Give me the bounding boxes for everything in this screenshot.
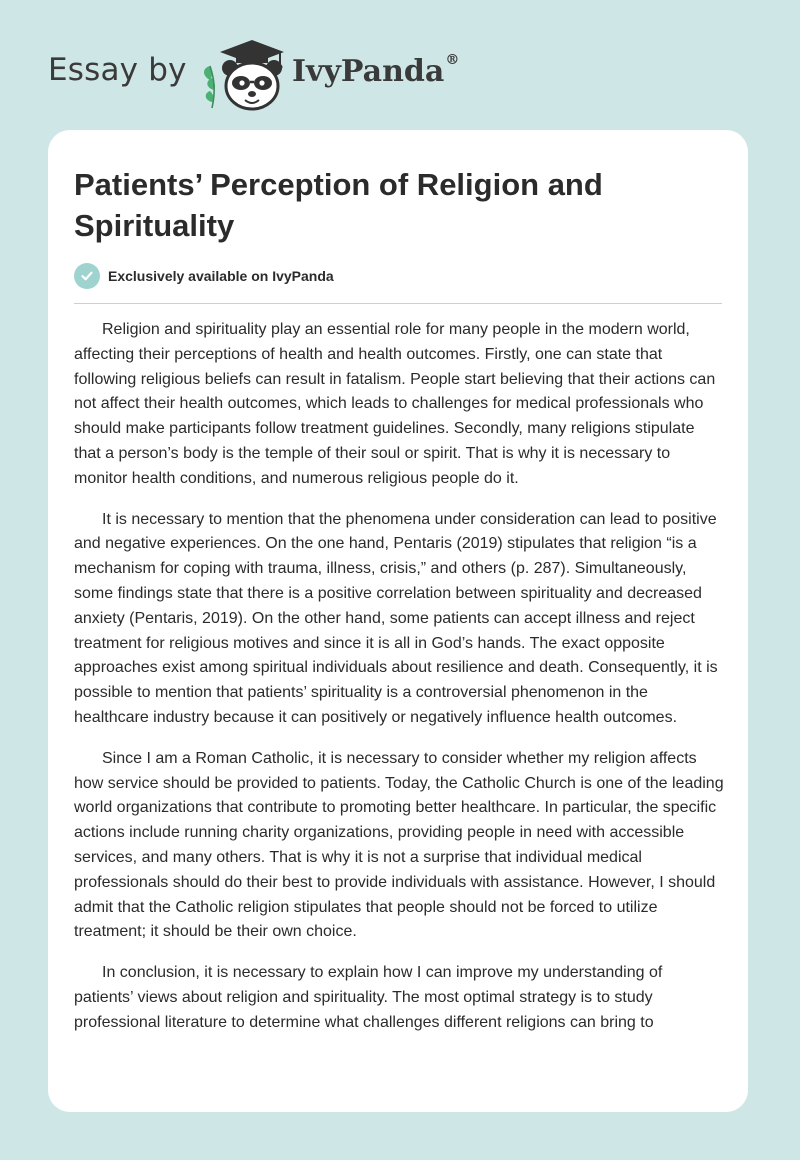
check-circle-icon — [74, 263, 100, 289]
brand-name[interactable]: IvyPanda® — [292, 52, 460, 89]
title-divider — [74, 303, 722, 304]
essay-card — [48, 130, 748, 1112]
site-header — [48, 30, 508, 110]
panda-logo-icon[interactable] — [200, 36, 294, 114]
essay-title: Patients’ Perception of Religion and Spirituality — [74, 167, 603, 243]
exclusive-badge — [74, 263, 334, 289]
paragraph: It is necessary to mention that the phenomena under consideration can lead to positive and negative experiences. On the one hand, Pentaris (2019) stipulates that religion “is a mechanism for coping with trauma, illness, crisis,” and others (p. 287). Simultaneously, some findings state that there is a positive correlation between spirituality and decreased anxiety (Pentaris, 2019). On the other hand, some patients can accept illness and reject treatment for religious motives and since it is all in God’s hands. The exact opposite approaches exist among spiritual individuals about resilience and death. Consequently, it is possible to mention that patients’ spirituality is a controversial phenomenon in the healthcare industry because it can positively or negatively influence health outcomes. — [74, 510, 718, 726]
essay-body — [74, 318, 724, 1052]
essay-by-label: Essay by — [48, 52, 187, 88]
paragraph: Since I am a Roman Catholic, it is necessary to consider whether my religion affects how service should be provided to patients. Today, the Catholic Church is one of the leading world organizations that contribute to promoting better healthcare. In particular, the specific actions include running charity organizations, providing people in need with accessible services, and many others. That is why it is not a surprise that individual medical professionals should do their best to provide individuals with assistance. However, I should admit that the Catholic religion stipulates that people should not be forced to utilize treatment; it should be their own choice. — [74, 749, 724, 941]
badge-label: Exclusively available on IvyPanda — [108, 268, 334, 284]
paragraph: Religion and spirituality play an essential role for many people in the modern world, affecting their perceptions of health and health outcomes. Firstly, one can state that following religious beliefs can result in fatalism. People start believing that their actions can not affect their health outcomes, which leads to challenges for medical professionals who should make participants follow treatment guidelines. Secondly, many religions stipulate that a person’s body is the temple of their soul or spirit. That is why it is necessary to monitor health conditions, and numerous religious people do it. — [74, 321, 716, 487]
paragraph: In conclusion, it is necessary to explain how I can improve my understanding of patients’ views about religion and spirituality. The most optimal strategy is to study professional literature to determine what challenges different religions can bring to — [74, 964, 663, 1031]
